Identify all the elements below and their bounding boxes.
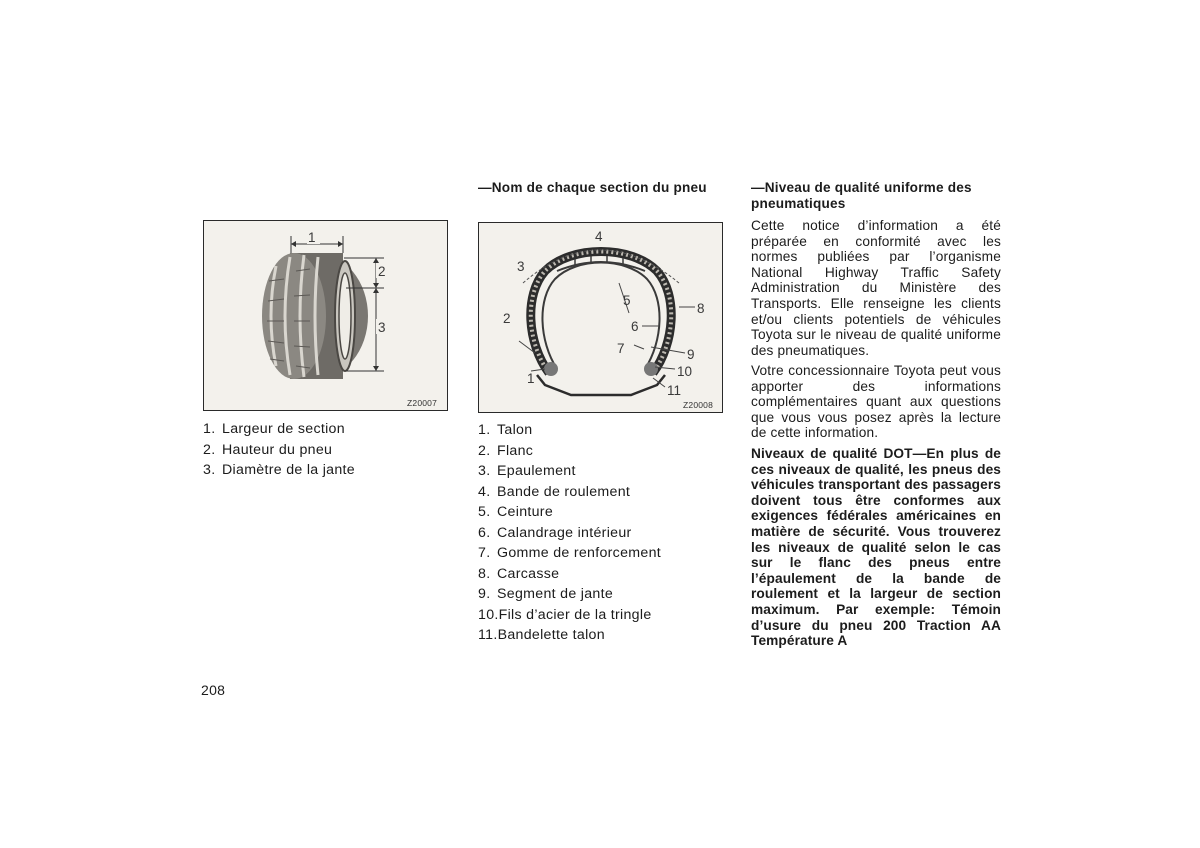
list-item: 3. Epaulement	[478, 463, 576, 479]
callout-4: 4	[595, 229, 603, 244]
callout-3: 3	[378, 320, 386, 335]
paragraph-dot-levels: Niveaux de qualité DOT—En plus de ces niveaux de qualité, les pneus des véhicules transportant des passagers doivent tous être conformes aux exigences fédérales américaines en matière de sécurité. Vous trouverez les niveaux de qualité selon le cas sur le flanc des pneus entre l’épaulement de la bande de roulement et la largeur de section maximum. Par exemple: Témoin d’usure du pneu 200 Traction AA Température A	[751, 446, 1001, 649]
list-item: 7. Gomme de renforcement	[478, 545, 662, 561]
list-item: 9. Segment de jante	[478, 586, 614, 602]
list-item: 4. Bande de roulement	[478, 483, 631, 500]
tire-parts-list	[478, 420, 661, 646]
callout-2: 2	[503, 311, 511, 326]
callout-10: 10	[677, 364, 693, 379]
list-item: 10. Fils d’acier de la tringle	[478, 606, 652, 623]
callout-1: 1	[308, 230, 316, 245]
callout-7: 7	[617, 341, 625, 356]
callout-3: 3	[517, 259, 525, 274]
list-item: 5. Ceinture	[478, 504, 554, 520]
figure-code: Z20007	[407, 398, 438, 408]
callout-9: 9	[687, 347, 695, 362]
figure-code: Z20008	[683, 400, 714, 410]
tire-dimensions-illustration	[204, 221, 447, 410]
section-heading-quality: —Niveau de qualité uniforme des pneumatiques	[751, 180, 972, 211]
tire-dimensions-figure	[203, 220, 448, 411]
paragraph-notice: Cette notice d’information a été préparée en conformité avec les normes publiées par l’organisme National Highway Traffic Safety Administration du Ministère des Transports. Elle renseigne les clients et/ou clients potentiels de véhicules Toyota sur le niveau de qualité uniforme des pneumatiques.	[751, 218, 1001, 358]
list-item: 1. Largeur de section	[203, 421, 345, 437]
tire-cross-section-figure	[478, 222, 723, 413]
list-item: 11. Bandelette talon	[478, 627, 605, 643]
callout-5: 5	[623, 293, 631, 308]
list-item: 1. Talon	[478, 422, 533, 438]
list-item: 6. Calandrage intérieur	[478, 524, 632, 541]
list-item: 2. Hauteur du pneu	[203, 441, 333, 458]
paragraph-dealer: Votre concessionnaire Toyota peut vous apporter des informations complémentaires quant aux questions que vous vous posez après la lecture de cette information.	[751, 363, 1001, 441]
callout-11: 11	[667, 383, 682, 398]
tire-dimensions-list	[203, 419, 355, 481]
callout-8: 8	[697, 301, 705, 316]
callout-2: 2	[378, 264, 386, 279]
list-item: 3. Diamètre de la jante	[203, 462, 355, 478]
section-heading-tire-parts: —Nom de chaque section du pneu	[478, 180, 707, 195]
tire-cross-section-illustration	[479, 223, 722, 412]
callout-6: 6	[631, 319, 639, 334]
list-item: 8. Carcasse	[478, 565, 560, 582]
page-number: 208	[201, 682, 226, 698]
list-item: 2. Flanc	[478, 442, 534, 459]
callout-1: 1	[527, 371, 535, 386]
